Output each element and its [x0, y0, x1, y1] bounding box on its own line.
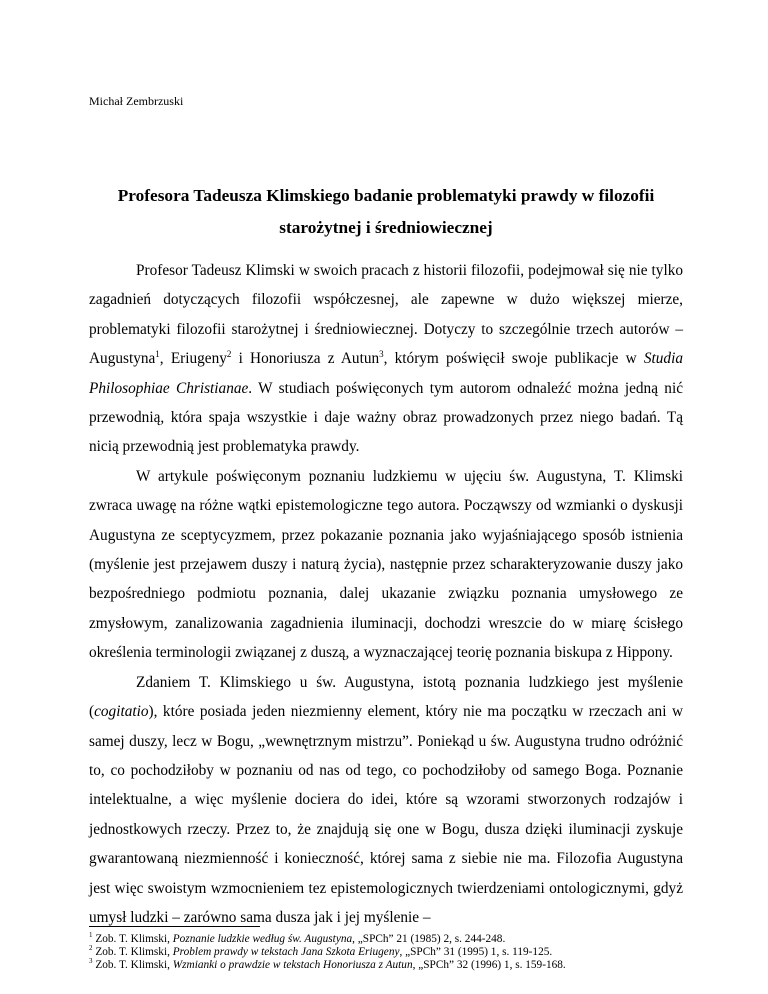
paragraph-1 [89, 256, 683, 462]
p1-text-d: , którym poświęcił swoje publikacje w [383, 350, 644, 368]
footnote-work-title: Problem prawdy w tekstach Jana Szkota Eriugeny [172, 946, 400, 959]
footnote-text: , „SPCh” 32 (1996) 1, s. 159-168. [412, 959, 566, 972]
footnote-ref-1[interactable]: 1 [155, 349, 160, 360]
footnote-number: 3 [89, 957, 93, 966]
footnote-text: Zob. T. Klimski, [95, 959, 173, 972]
p1-text-a: Profesor Tadeusz Klimski w swoich pracach z historii filozofii, podejmował się nie tylko zagadnień dotyczących filozofii współczesnej, ale zapewne w dużo większej mierze, problematyki filozofii starożytnej i średniowiecznej. Dotyczy to szczególnie trzech autorów – Augustyna [89, 262, 683, 368]
p3-text-c: ), które posiada jeden niezmienny element, który nie ma początku w rzeczach ani w samej duszy, lecz w Bogu, „wewnętrznym mistrzu”. Poniekąd u św. Augustyna trudno odróżnić to, co pochodziłoby w poznaniu od nas od tego, co pochodziłoby od samego Boga. Poznanie intelektualne, a więc myślenie dociera do idei, które są wzorami stworzonych rodzajów i jednostkowych rzeczy. Przez to, że znajdują się one w Bogu, dusza dzięki iluminacji zyskuje gwarantowaną niezmienność i konieczność, której sama z siebie nie ma. Filozofia Augustyna jest więc swoistym wzmocnieniem tez epistemologicznych twierdzeniami ontologicznymi, gdyż umysł ludzki – zarówno sama dusza jak i jej myślenie – [89, 703, 683, 926]
footnote-text: , „SPCh” 21 (1985) 2, s. 244-248. [352, 933, 506, 945]
author-name: Michał Zembrzuski [89, 94, 184, 108]
p3-text-a: Zdaniem T. Klimskiego u św. Augustyna, istotą poznania ludzkiego jest myślenie ( [89, 673, 683, 721]
article-title [89, 180, 683, 244]
footnote-separator [89, 926, 260, 927]
title-line-2: starożytnej i średniowiecznej [279, 218, 493, 237]
paragraph-3 [89, 668, 683, 933]
footnote-text: Zob. T. Klimski, [95, 933, 173, 945]
footnote-text: Zob. T. Klimski, [95, 946, 173, 959]
footnotes [89, 933, 729, 973]
journal-title: Studia Philosophiae Christianae [89, 350, 683, 397]
p1-text-b: , Eriugeny [159, 350, 227, 368]
footnote-text: , „SPCh” 31 (1995) 1, s. 119-125. [399, 946, 553, 959]
article-body [89, 256, 683, 932]
footnote-1 [89, 933, 729, 946]
footnote-3 [89, 959, 729, 972]
footnote-number: 1 [89, 931, 93, 940]
latin-term: cogitatio [94, 703, 149, 721]
footnote-2 [89, 946, 729, 959]
footnote-ref-3[interactable]: 3 [379, 349, 384, 360]
footnote-number: 2 [89, 944, 93, 953]
p1-text-f: . W studiach poświęconych tym autorom odnaleźć można jedną nić przewodnią, która spaja wszystkie i daje ważny obraz prowadzonych przez niego badań. Tą nicią przewodnią jest problematyka prawdy. [89, 379, 683, 456]
footnote-work-title: Poznanie ludzkie według św. Augustyna [172, 933, 353, 945]
paragraph-2: W artykule poświęconym poznaniu ludzkiemu w ujęciu św. Augustyna, T. Klimski zwraca uwagę na różne wątki epistemologiczne tego autora. Począwszy od wzmianki o dyskusji Augustyna ze sceptycyzmem, przez pokazanie poznania jako wyjaśniającego sposób istnienia (myślenie jest przejawem duszy i naturą życia), następnie przez scharakteryzowanie duszy jako bezpośredniego podmiotu poznania, dalej ukazanie związku poznania umysłowego ze zmysłowym, zanalizowania zagadnienia iluminacji, dochodzi wreszcie do w miarę ścisłego określenia terminologii związanej z duszą, a wyznaczającej teorię poznania biskupa z Hippony. [89, 467, 683, 662]
footnote-work-title: Wzmianki o prawdzie w tekstach Honoriusza z Autun [172, 959, 413, 972]
p1-text-c: i Honoriusza z Autun [231, 350, 380, 368]
footnote-ref-2[interactable]: 2 [226, 349, 232, 360]
title-line-1: Profesora Tadeusza Klimskiego badanie problematyki prawdy w filozofii [117, 186, 655, 205]
